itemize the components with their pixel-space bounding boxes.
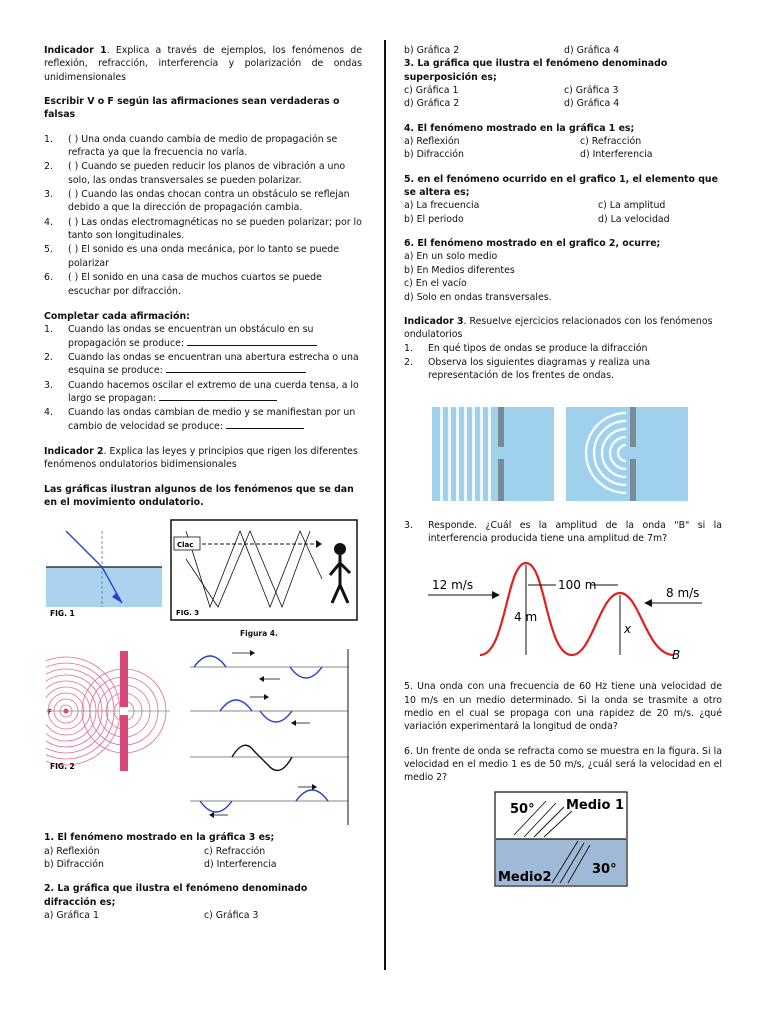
q3-title: 3. La gráfica que ilustra el fenómeno denominado superposición es; xyxy=(404,58,668,83)
q1-options-row: b) Difracción d) Interferencia xyxy=(44,859,277,870)
refr-medio1: Medio 1 xyxy=(566,797,625,813)
refr-angle2: 30° xyxy=(592,861,617,877)
fig1-water xyxy=(46,567,162,607)
right-column xyxy=(404,44,722,887)
left-column xyxy=(44,44,362,922)
list-item: 4. ( ) Las ondas electromagnéticas no se pueden polarizar; por lo tanto son longitudinales. xyxy=(44,216,362,242)
completar-list xyxy=(44,323,362,433)
q5-options-row: b) El periodo d) La velocidad xyxy=(404,213,670,225)
list-item: 1. Cuando las ondas se encuentran un obstáculo en su propagación se produce: xyxy=(44,323,362,350)
q4-options-row: b) Difracción d) Interferencia xyxy=(404,149,653,161)
column-divider xyxy=(384,40,386,970)
q1-options-row: a) Reflexión c) Refracción xyxy=(44,845,266,857)
fig3-label: FIG. 3 xyxy=(176,609,200,618)
fig2-diffraction xyxy=(46,649,170,773)
q6-title: 6. El fenómeno mostrado en el grafico 2, ocurre; xyxy=(404,238,661,250)
figures-group xyxy=(44,519,362,825)
fig1-label: FIG. 1 xyxy=(50,609,75,619)
q4-options-row: a) Reflexión c) Refracción xyxy=(404,136,642,148)
q6-option: a) En un solo medio xyxy=(404,251,498,263)
fig2-label: FIG. 2 xyxy=(50,762,75,772)
tank1-barrier-top xyxy=(498,407,504,447)
refr-medio2: Medio2 xyxy=(498,869,552,885)
q6-option: c) En el vacío xyxy=(404,278,467,290)
ripple-tank-circular xyxy=(566,407,688,501)
tank2-barrier-bottom xyxy=(630,459,636,501)
refr-angle1: 50° xyxy=(510,801,535,817)
answer-blank[interactable] xyxy=(159,392,277,401)
answer-blank[interactable] xyxy=(187,337,317,346)
list-item: 6. ( ) El sonido en una casa de muchos cuartos se puede escuchar por difracción. xyxy=(44,272,322,297)
dist-label: 100 m xyxy=(558,578,597,593)
b-label: B xyxy=(672,648,681,663)
q6-option: d) Solo en ondas transversales. xyxy=(404,291,552,303)
fig4-superposition xyxy=(180,641,360,825)
wave-b xyxy=(572,593,674,655)
list-item: 4. Cuando las ondas cambian de medio y se manifiestan por un cambio de velocidad se produce: xyxy=(44,407,356,432)
q4-title: 4. El fenómeno mostrado en la gráfica 1 es; xyxy=(404,122,635,134)
v2-arrowhead xyxy=(644,599,652,607)
fig4-label: Figura 4. xyxy=(240,629,278,639)
list-item: 2. ( ) Cuando se pueden reducir los planos de vibración a uno solo, las ondas transversales se pueden polarizar. xyxy=(44,161,346,186)
fig4-row4 xyxy=(190,784,348,818)
amp-label: 4 m xyxy=(514,610,538,625)
v1-label: 12 m/s xyxy=(432,578,474,593)
v2-label: 8 m/s xyxy=(666,586,700,601)
q1-title: 1. El fenómeno mostrado en la gráfica 3 es; xyxy=(44,832,275,844)
fig2-source xyxy=(64,709,69,714)
v1-arrowhead xyxy=(492,591,500,599)
q6-option: b) En Medios diferentes xyxy=(404,264,515,276)
q5-title: 5. en el fenómeno ocurrido en el grafico 1, el elemento que se altera es; xyxy=(404,173,718,199)
vf-list xyxy=(44,133,362,298)
indicador-3: Indicador 3. Resuelve ejercicios relacionados con los fenómenos ondulatorios xyxy=(404,315,713,341)
q2-title: 2. La gráfica que ilustra el fenómeno denominado difracción es; xyxy=(44,883,308,908)
refraction-figure xyxy=(494,791,628,887)
q3-options-row: c) Gráfica 1 c) Gráfica 3 xyxy=(404,85,619,97)
fig4-row1 xyxy=(190,650,348,682)
fig4-row2 xyxy=(190,694,348,726)
indicador-2: Indicador 2. Explica las leyes y principios que rigen los diferentes fenómenos ondulatorios bidimensionales xyxy=(44,445,358,471)
completar-title: Completar cada afirmación: xyxy=(44,310,190,322)
q6b-text: 6. Un frente de onda se refracta como se muestra en la figura. Si la velocidad en el medio 1 es de 50 m/s, ¿cuál será la velocidad en el medio 2? xyxy=(404,745,722,784)
fig3-person-head xyxy=(334,543,346,555)
tank1-barrier-bottom xyxy=(498,459,504,501)
q3b-list xyxy=(404,519,722,546)
tank2-barrier-top xyxy=(630,407,636,447)
answer-blank[interactable] xyxy=(166,364,306,373)
ind3-list xyxy=(404,342,722,383)
list-item: 2. Cuando las ondas se encuentran una abertura estrecha o una esquina se produce: xyxy=(44,351,359,377)
q2-options-row: b) Gráfica 2 d) Gráfica 4 xyxy=(404,45,620,56)
fig2-gap xyxy=(120,707,128,715)
list-item: 5. ( ) El sonido es una onda mecánica, por lo tanto se puede polarizar xyxy=(44,244,340,269)
fig3-clac-text: Clac xyxy=(177,541,194,550)
tank2-water xyxy=(566,407,688,501)
answer-blank[interactable] xyxy=(226,420,304,429)
graficas-intro: Las gráficas ilustran algunos de los fenómenos que se dan en el movimiento ondulatorio. xyxy=(44,483,354,508)
list-item: 3. Cuando hacemos oscilar el extremo de una cuerda tensa, a lo largo se propagan: xyxy=(44,379,359,404)
q5-options-row: a) La frecuencia c) La amplitud xyxy=(404,200,666,212)
fig3-frame xyxy=(171,520,357,620)
list-item: 1. En qué tipos de ondas se produce la difracción xyxy=(404,342,648,354)
q3-options-row: d) Gráfica 2 d) Gráfica 4 xyxy=(404,98,620,110)
fig4-row3 xyxy=(190,746,348,771)
ripple-diagrams xyxy=(404,403,722,513)
fig2-f-label: F xyxy=(48,708,53,717)
q2-options-row: a) Gráfica 1 c) Gráfica 3 xyxy=(44,910,259,922)
q5b-text: 5. Una onda con una frecuencia de 60 Hz tiene una velocidad de 10 m/s en un medio determinado. Si la onda se trasmite a otro medio en el cual se propaga con una rapidez de 20 m/s. ¿qué variación experimentará la longitud de onda? xyxy=(404,681,722,733)
list-item: 1. ( ) Una onda cuando cambia de medio de propagación se refracta ya que la frecuencia no varía. xyxy=(44,133,338,159)
ripple-tank-plane xyxy=(432,407,554,501)
list-item: 3. ( ) Cuando las ondas chocan contra un obstáculo se reflejan debido a que la dirección de propagación cambia. xyxy=(44,189,350,214)
list-item: 3. Responde. ¿Cuál es la amplitud de la onda "B" si la interferencia producida tiene una amplitud de 7m? xyxy=(404,519,722,544)
vf-title: Escribir V o F según las afirmaciones sean verdaderas o falsas xyxy=(44,96,340,121)
wave-interference-diagram xyxy=(406,559,720,669)
indicador-1: Indicador 1. Explica a través de ejemplos, los fenómenos de reflexión, refracción, interferencia y polarización de ondas unidimensionales xyxy=(44,45,362,83)
fig1-refraction xyxy=(46,527,162,619)
x-label: x xyxy=(624,622,632,637)
fig1-incident-ray xyxy=(66,531,102,567)
fig3-echo xyxy=(170,519,358,623)
list-item: 2. Observa los siguientes diagramas y realiza una representación de los frentes de ondas. xyxy=(404,356,651,382)
